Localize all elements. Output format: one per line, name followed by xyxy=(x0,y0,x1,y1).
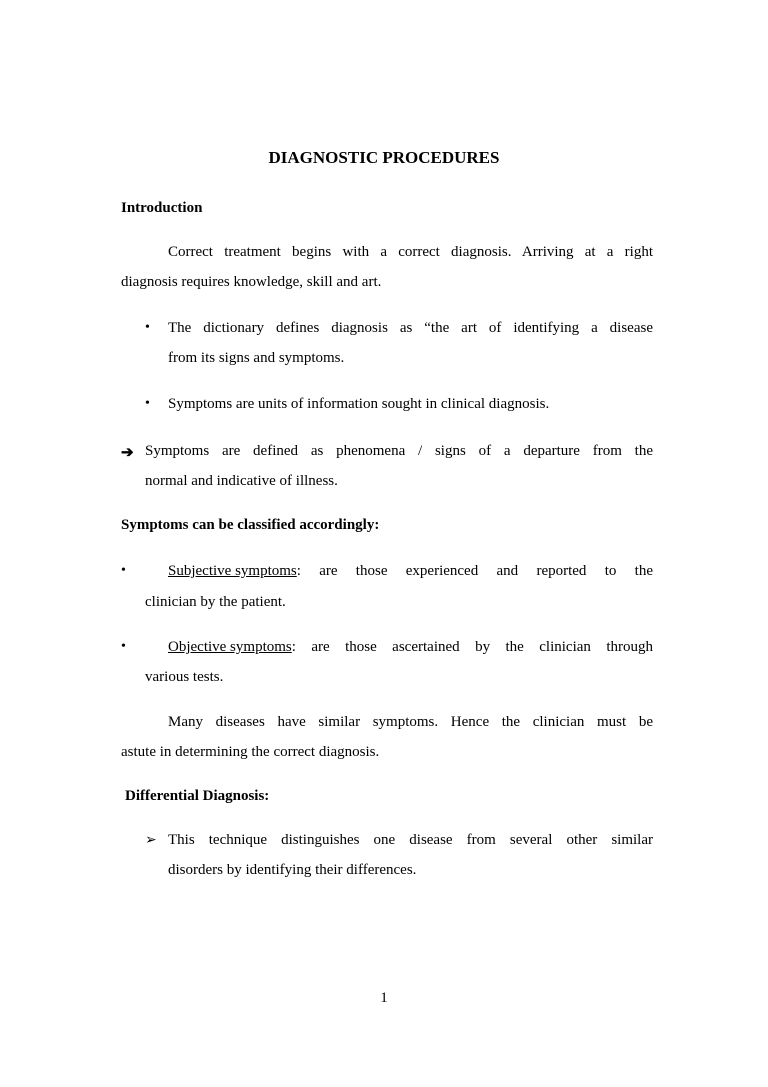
classification-heading: Symptoms can be classified accordingly: xyxy=(121,517,380,533)
objective-line-2: various tests. xyxy=(145,669,224,685)
introduction-heading: Introduction xyxy=(121,200,203,216)
bullet-marker: • xyxy=(145,396,150,411)
objective-term: Objective symptoms xyxy=(168,639,292,655)
page-number: 1 xyxy=(380,990,388,1006)
classification-paragraph-line-2: astute in determining the correct diagnosis. xyxy=(121,744,380,760)
arrow-icon: ➔ xyxy=(121,445,134,461)
subjective-line-2: clinician by the patient. xyxy=(145,594,286,610)
objective-line-1 xyxy=(168,639,653,656)
bullet-marker: • xyxy=(145,320,150,335)
objective-definition: : are those ascertained by the clinician through xyxy=(291,639,653,655)
bullet-1-line-2: from its signs and symptoms. xyxy=(168,350,345,366)
differential-item-line-2: disorders by identifying their differences. xyxy=(168,862,417,878)
differential-heading: Differential Diagnosis: xyxy=(125,788,270,804)
subjective-term: Subjective symptoms xyxy=(168,563,297,579)
arrow-item-line-2: normal and indicative of illness. xyxy=(145,473,338,489)
subjective-definition: : are those experienced and reported to the xyxy=(296,563,653,579)
bullet-1-line-1: The dictionary defines diagnosis as “the art of identifying a disease xyxy=(168,320,653,336)
chevron-arrow-icon: ➢ xyxy=(145,833,157,848)
bullet-2-line-1: Symptoms are units of information sought in clinical diagnosis. xyxy=(168,396,550,412)
classification-paragraph-line-1: Many diseases have similar symptoms. Hence the clinician must be xyxy=(168,714,653,730)
bullet-marker: • xyxy=(121,563,126,578)
intro-paragraph-line-1: Correct treatment begins with a correct diagnosis. Arriving at a right xyxy=(168,244,653,260)
bullet-marker: • xyxy=(121,639,126,654)
arrow-item-line-1: Symptoms are defined as phenomena / signs of a departure from the xyxy=(145,443,653,459)
intro-paragraph-line-2: diagnosis requires knowledge, skill and art. xyxy=(121,274,382,290)
differential-item-line-1: This technique distinguishes one disease from several other similar xyxy=(168,832,653,848)
subjective-line-1 xyxy=(168,563,653,580)
page-title: DIAGNOSTIC PROCEDURES xyxy=(268,148,500,167)
